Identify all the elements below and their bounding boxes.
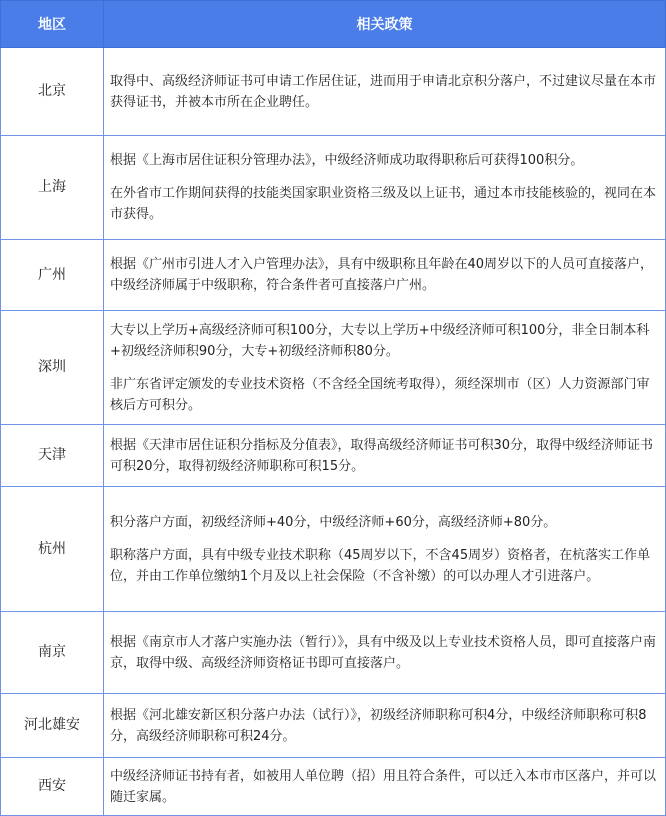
policy-text: 根据《河北雄安新区积分落户办法（试行）》，初级经济师职称可积4分，中级经济师职称可积8分，高级经济师职称可积24分。 (110, 707, 647, 744)
policy-cell (104, 48, 666, 136)
region-cell: 深圳 (1, 311, 104, 425)
policy-cell (104, 425, 666, 487)
region-column-header: 地区 (1, 1, 104, 48)
policy-cell (104, 612, 666, 694)
policy-cell (104, 694, 666, 758)
region-cell: 广州 (1, 240, 104, 311)
policy-cell (104, 311, 666, 425)
policy-cell (104, 240, 666, 311)
table-row (1, 48, 666, 136)
policy-text: 根据《上海市居住证积分管理办法》，中级经济师成功取得职称后可获得100积分。 (110, 153, 584, 168)
policy-text: 根据《南京市人才落户实施办法（暂行）》，具有中级及以上专业技术资格人员，即可直接落户南京，取得中级、高级经济师资格证书即可直接落户。 (110, 634, 657, 671)
table-row (1, 136, 666, 240)
region-cell: 杭州 (1, 487, 104, 612)
table-row (1, 612, 666, 694)
table-row (1, 487, 666, 612)
policy-text: 职称落户方面，具有中级专业技术职称（45周岁以下，不含45周岁）资格者，在杭落实工作单位，并由工作单位缴纳1个月及以上社会保险（不含补缴）的可以办理人才引进落户。 (110, 547, 651, 584)
table-row (1, 694, 666, 758)
region-cell: 上海 (1, 136, 104, 240)
policy-text: 在外省市工作期间获得的技能类国家职业资格三级及以上证书，通过本市技能核验的，视同在本市获得。 (110, 186, 657, 222)
policy-text: 根据《天津市居住证积分指标及分值表》，取得高级经济师证书可积30分，取得中级经济师证书可积20分，取得初级经济师职称可积15分。 (110, 437, 654, 474)
policy-text: 积分落户方面，初级经济师+40分，中级经济师+60分，高级经济师+80分。 (110, 514, 557, 530)
policy-cell (104, 758, 666, 816)
region-cell: 天津 (1, 425, 104, 487)
table-row (1, 758, 666, 816)
policy-cell (104, 136, 666, 240)
policy-text: 取得中、高级经济师证书可申请工作居住证，进而用于申请北京积分落户，不过建议尽量在本市获得证书，并被本市所在企业聘任。 (110, 73, 657, 110)
table-row (1, 311, 666, 425)
policy-text: 大专以上学历+高级经济师可积100分，大专以上学历+中级经济师可积100分，非全日制本科+初级经济师积90分，大专+初级经济师积80分。 (110, 322, 650, 359)
policy-text: 中级经济师证书持有者，如被用人单位聘（招）用且符合条件，可以迁入本市市区落户，并可以随迁家属。 (110, 768, 657, 805)
policy-column-header: 相关政策 (104, 1, 666, 48)
table-header-row (1, 1, 666, 48)
region-cell: 南京 (1, 612, 104, 694)
table-row (1, 425, 666, 487)
region-cell: 河北雄安 (1, 694, 104, 758)
region-cell: 北京 (1, 48, 104, 136)
region-cell: 西安 (1, 758, 104, 816)
policy-cell (104, 487, 666, 612)
policy-text: 非广东省评定颁发的专业技术资格（不含经全国统考取得），须经深圳市（区）人力资源部门审核后方可积分。 (110, 376, 650, 413)
policy-text: 根据《广州市引进人才入户管理办法》，具有中级职称且年龄在40周岁以下的人员可直接落户，中级经济师属于中级职称，符合条件者可直接落户广州。 (110, 257, 654, 293)
table-row (1, 240, 666, 311)
